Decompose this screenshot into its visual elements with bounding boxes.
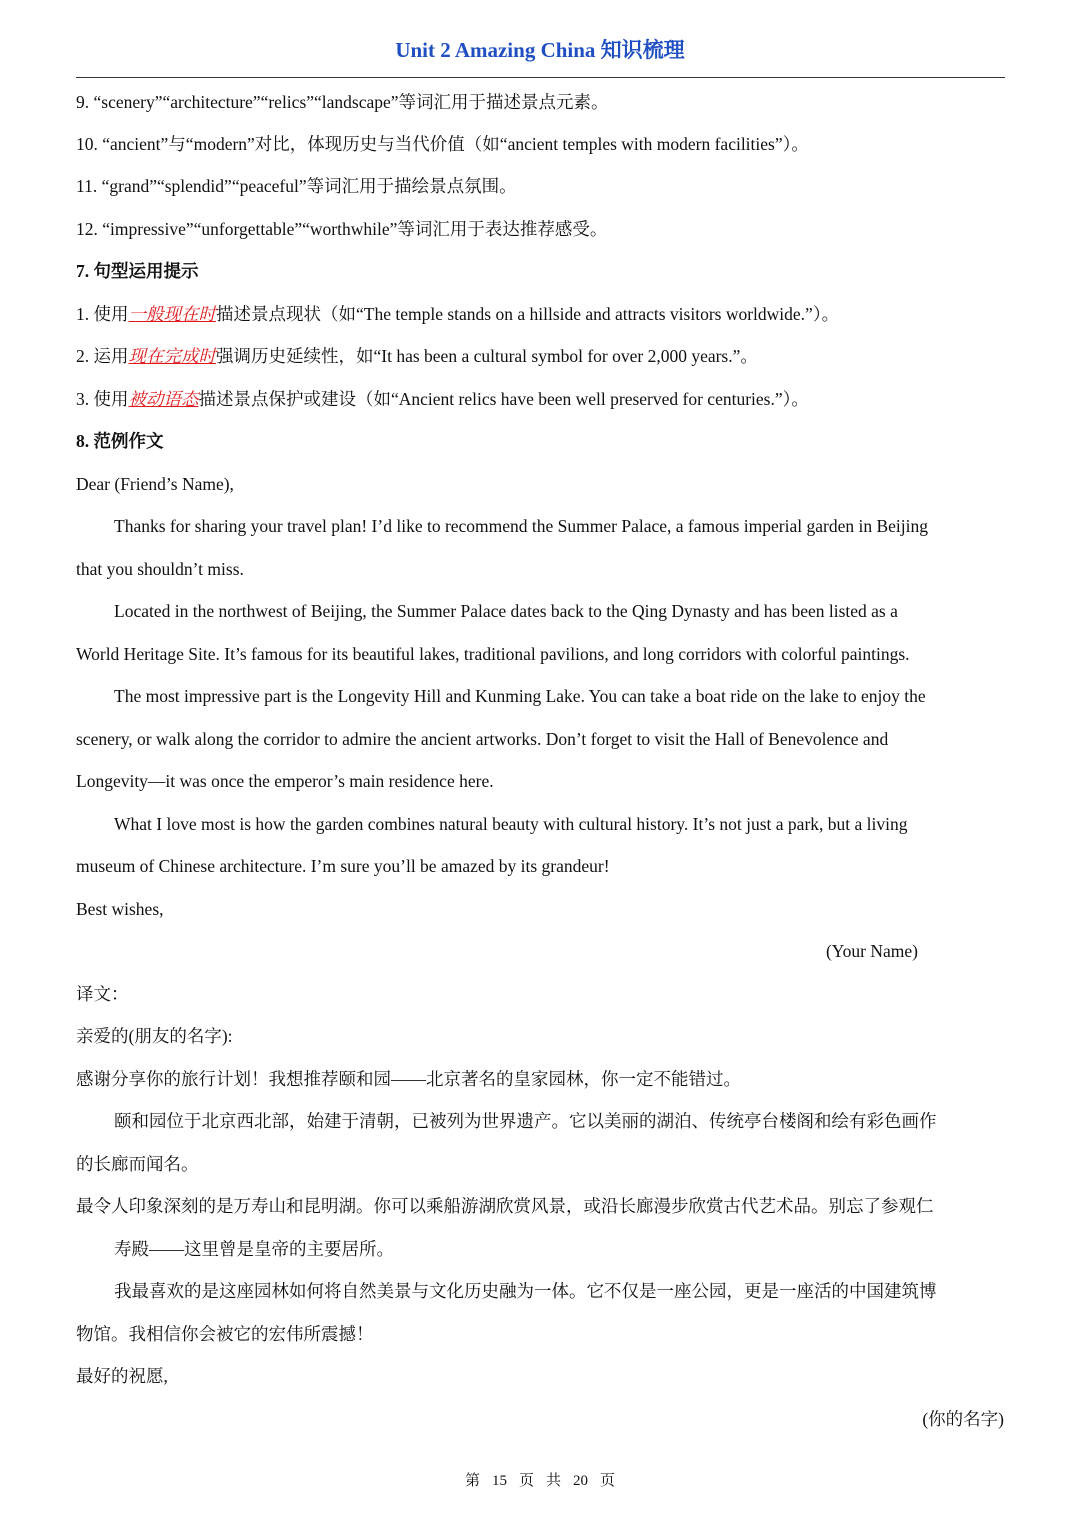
grammar-tip-prefix: 2. 运用 [76,346,129,366]
footer-total-pages: 20 [573,1473,589,1489]
grammar-tip-prefix: 1. 使用 [76,304,129,324]
grammar-tip-prefix: 3. 使用 [76,389,129,409]
translation-greeting: 亲爱的(朋友的名字): [76,1026,233,1046]
vocab-item: 12. “impressive”“unforgettable”“worthwhile”等词汇用于表达推荐感受。 [76,219,608,239]
grammar-voice-highlight: 被动语态 [128,389,199,409]
section-8-heading: 8. 范例作文 [76,431,164,451]
grammar-tip [76,302,839,326]
grammar-tense-highlight: 现在完成时 [128,346,216,366]
grammar-tip-suffix: 描述景点保护或建设（如“Ancient relics have been well preserved for centuries.”）。 [198,389,809,409]
section-7-heading: 7. 句型运用提示 [76,261,199,281]
footer-page-label: 第 [464,1473,480,1489]
letter-paragraph-line: The most impressive part is the Longevity Hill and Kunming Lake. You can take a boat ride on the lake to enjoy the [114,686,926,706]
letter-paragraph-line: Located in the northwest of Beijing, the Summer Palace dates back to the Qing Dynasty and has been listed as a [114,601,898,621]
letter-paragraph-line: museum of Chinese architecture. I’m sure you’ll be amazed by its grandeur! [76,856,610,876]
letter-paragraph-line: that you shouldn’t miss. [76,559,244,579]
translation-closing: 最好的祝愿, [76,1366,168,1386]
translation-paragraph-line: 感谢分享你的旅行计划！我想推荐颐和园——北京著名的皇家园林，你一定不能错过。 [76,1069,741,1089]
letter-paragraph-line: Thanks for sharing your travel plan! I’d like to recommend the Summer Palace, a famous imperial garden in Beijing [114,516,928,536]
letter-paragraph-line: Longevity—it was once the emperor’s main residence here. [76,771,494,791]
grammar-tip-suffix: 描述景点现状（如“The temple stands on a hillside and attracts visitors worldwide.”）。 [216,304,840,324]
vocab-item: 10. “ancient”与“modern”对比，体现历史与当代价值（如“ancient temples with modern facilities”）。 [76,134,809,154]
translation-paragraph-line: 最令人印象深刻的是万寿山和昆明湖。你可以乘船游湖欣赏风景，或沿长廊漫步欣赏古代艺术品。别忘了参观仁 [76,1196,934,1216]
letter-paragraph-line: World Heritage Site. It’s famous for its beautiful lakes, traditional pavilions, and long corridors with colorful paintings. [76,644,910,664]
letter-paragraph-line: What I love most is how the garden combines natural beauty with cultural history. It’s not just a park, but a living [114,814,908,834]
grammar-tense-highlight: 一般现在时 [128,304,216,324]
header-divider [76,77,1005,78]
vocab-item: 11. “grand”“splendid”“peaceful”等词汇用于描绘景点氛围。 [76,176,517,196]
letter-closing: Best wishes, [76,899,164,919]
translation-signature: (你的名字) [922,1409,1004,1429]
letter-signature: (Your Name) [825,941,918,961]
footer-page-number: 15 [491,1473,507,1489]
translation-paragraph-line: 物馆。我相信你会被它的宏伟所震撼！ [76,1324,374,1344]
translation-paragraph-line: 的长廊而闻名。 [76,1154,199,1174]
translation-paragraph-line: 我最喜欢的是这座园林如何将自然美景与文化历史融为一体。它不仅是一座公园，更是一座活的中国建筑博 [114,1281,937,1301]
letter-paragraph-line: scenery, or walk along the corridor to admire the ancient artworks. Don’t forget to visit the Hall of Benevolence and [76,729,889,749]
letter-greeting: Dear (Friend’s Name), [76,474,234,494]
grammar-tip [76,387,809,411]
page-header-title: Unit 2 Amazing China 知识梳理 [395,38,685,62]
footer-page-unit: 页 [518,1473,534,1489]
grammar-tip [76,344,758,368]
translation-paragraph-line: 颐和园位于北京西北部，始建于清朝，已被列为世界遗产。它以美丽的湖泊、传统亭台楼阁和绘有彩色画作 [114,1111,937,1131]
vocab-item: 9. “scenery”“architecture”“relics”“landscape”等词汇用于描述景点元素。 [76,92,609,112]
page-footer [0,1469,1080,1490]
footer-total-unit: 页 [600,1473,616,1489]
footer-total-label: 共 [546,1473,562,1489]
translation-label: 译文： [76,984,129,1004]
translation-paragraph-line: 寿殿——这里曾是皇帝的主要居所。 [114,1239,394,1259]
grammar-tip-suffix: 强调历史延续性，如“It has been a cultural symbol for over 2,000 years.”。 [216,346,758,366]
